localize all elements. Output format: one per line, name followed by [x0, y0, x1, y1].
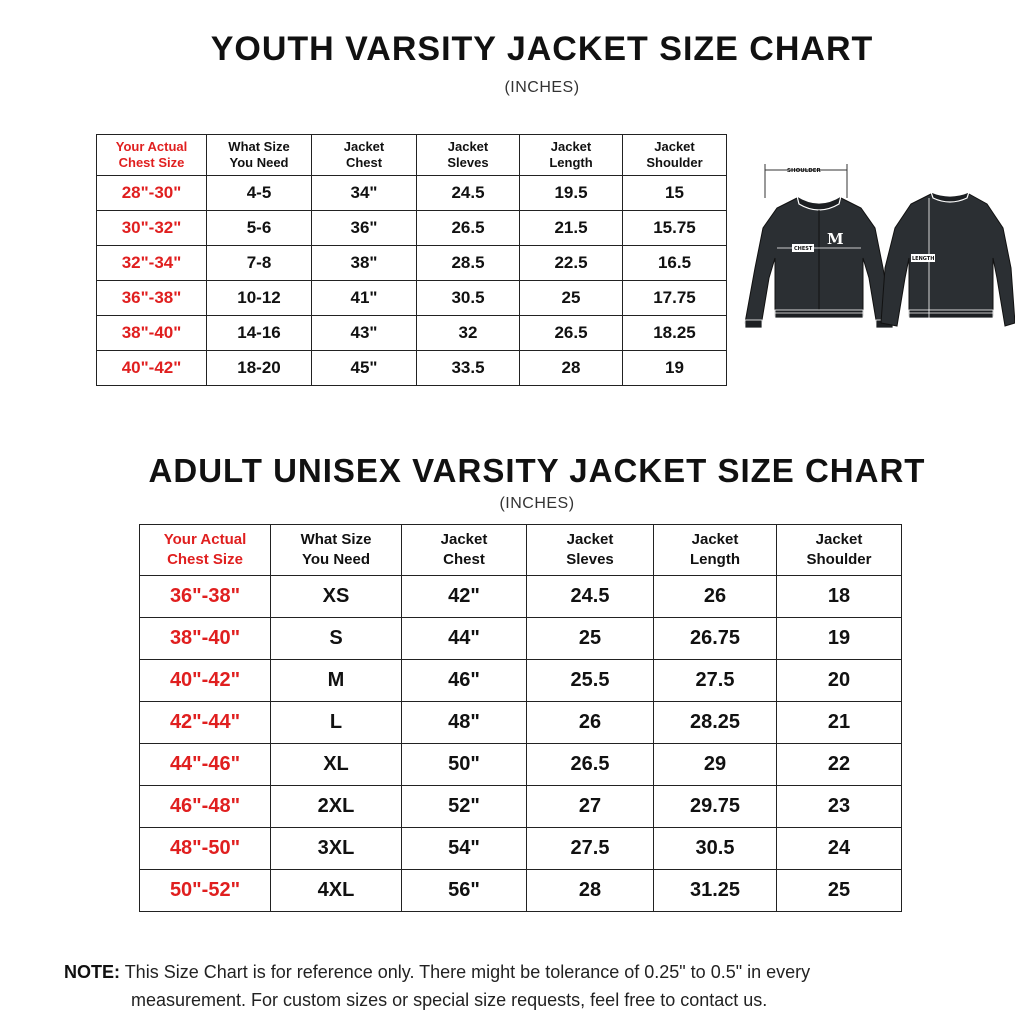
jacket-sleeves-cell: 28 — [527, 870, 654, 912]
jacket-sleeves-cell: 32 — [417, 316, 520, 351]
header-line: Sleves — [447, 155, 489, 170]
table-row — [97, 351, 727, 386]
youth-size-table — [96, 134, 727, 386]
header-line: Length — [549, 155, 593, 170]
jacket-length-cell: 27.5 — [654, 660, 777, 702]
table-row — [140, 828, 902, 870]
jacket-chest-cell: 36" — [312, 211, 417, 246]
adult-units-label: (INCHES) — [499, 495, 575, 512]
note-line-2: measurement. For custom sizes or special size requests, feel free to contact us. — [131, 990, 768, 1010]
jacket-letter-patch: M — [827, 230, 844, 248]
header-line: Jacket — [815, 531, 863, 548]
size-cell: S — [271, 618, 402, 660]
jacket-shoulder-cell: 23 — [777, 786, 902, 828]
header-line: Jacket — [343, 139, 385, 154]
header-jacket-chest — [402, 525, 527, 576]
adult-size-table — [139, 524, 902, 912]
jacket-length-cell: 26.75 — [654, 618, 777, 660]
size-cell: 18-20 — [207, 351, 312, 386]
jacket-sleeves-cell: 26.5 — [527, 744, 654, 786]
table-row — [140, 870, 902, 912]
jacket-sleeves-cell: 25 — [527, 618, 654, 660]
chest-size-cell: 40"-42" — [97, 351, 207, 386]
header-chest-size — [97, 135, 207, 176]
chest-label: CHEST — [794, 246, 813, 252]
header-line: Shoulder — [806, 551, 872, 568]
jacket-shoulder-cell: 21 — [777, 702, 902, 744]
header-line: Chest — [443, 551, 485, 568]
jacket-length-cell: 30.5 — [654, 828, 777, 870]
header-line: Jacket — [440, 531, 488, 548]
jacket-chest-cell: 48" — [402, 702, 527, 744]
header-line: Jacket — [550, 139, 592, 154]
size-chart-note — [64, 958, 964, 1014]
size-cell: 14-16 — [207, 316, 312, 351]
jacket-sleeves-cell: 27.5 — [527, 828, 654, 870]
header-jacket-shoulder — [777, 525, 902, 576]
jacket-chest-cell: 42" — [402, 576, 527, 618]
size-cell: 5-6 — [207, 211, 312, 246]
jacket-shoulder-cell: 15.75 — [623, 211, 727, 246]
chest-size-cell: 36"-38" — [140, 576, 271, 618]
table-row — [97, 281, 727, 316]
header-line: Chest Size — [167, 551, 243, 568]
size-cell: XL — [271, 744, 402, 786]
jacket-length-cell: 21.5 — [520, 211, 623, 246]
header-line: Sleves — [566, 551, 614, 568]
table-row — [140, 618, 902, 660]
table-row — [97, 246, 727, 281]
size-cell: 7-8 — [207, 246, 312, 281]
jacket-chest-cell: 46" — [402, 660, 527, 702]
jacket-sleeves-cell: 27 — [527, 786, 654, 828]
chest-size-cell: 28"-30" — [97, 176, 207, 211]
jacket-chest-cell: 52" — [402, 786, 527, 828]
jacket-shoulder-cell: 19 — [623, 351, 727, 386]
jacket-length-cell: 19.5 — [520, 176, 623, 211]
jacket-length-cell: 28.25 — [654, 702, 777, 744]
header-jacket-sleeves — [417, 135, 520, 176]
jacket-shoulder-cell: 16.5 — [623, 246, 727, 281]
jacket-measurement-diagram — [735, 158, 1015, 348]
chest-size-cell: 44"-46" — [140, 744, 271, 786]
jacket-shoulder-cell: 15 — [623, 176, 727, 211]
header-line: Your Actual — [115, 139, 188, 154]
youth-units-label: (INCHES) — [504, 79, 580, 96]
header-size-needed — [271, 525, 402, 576]
table-row — [97, 316, 727, 351]
adult-header-row — [140, 525, 902, 576]
chest-size-cell: 42"-44" — [140, 702, 271, 744]
chest-size-cell: 38"-40" — [97, 316, 207, 351]
header-chest-size — [140, 525, 271, 576]
size-cell: 10-12 — [207, 281, 312, 316]
note-label: NOTE: — [64, 962, 120, 982]
header-jacket-length — [654, 525, 777, 576]
jacket-chest-cell: 34" — [312, 176, 417, 211]
jacket-length-cell: 29 — [654, 744, 777, 786]
jacket-shoulder-cell: 25 — [777, 870, 902, 912]
chest-size-cell: 48"-50" — [140, 828, 271, 870]
jacket-sleeves-cell: 24.5 — [417, 176, 520, 211]
header-line: Jacket — [654, 139, 695, 154]
jacket-chest-cell: 41" — [312, 281, 417, 316]
jacket-chest-cell: 45" — [312, 351, 417, 386]
jacket-chest-cell: 56" — [402, 870, 527, 912]
header-line: Chest Size — [118, 155, 185, 170]
header-line: Chest — [345, 155, 383, 170]
jacket-shoulder-cell: 18.25 — [623, 316, 727, 351]
header-line: What Size — [228, 139, 290, 154]
chest-size-cell: 50"-52" — [140, 870, 271, 912]
jacket-sleeves-cell: 26.5 — [417, 211, 520, 246]
jacket-sleeves-cell: 26 — [527, 702, 654, 744]
size-cell: 3XL — [271, 828, 402, 870]
size-cell: M — [271, 660, 402, 702]
jacket-sleeves-cell: 28.5 — [417, 246, 520, 281]
header-jacket-chest — [312, 135, 417, 176]
jacket-length-cell: 22.5 — [520, 246, 623, 281]
jacket-shoulder-cell: 20 — [777, 660, 902, 702]
table-row — [140, 744, 902, 786]
chest-size-cell: 32"-34" — [97, 246, 207, 281]
jacket-length-cell: 28 — [520, 351, 623, 386]
jacket-shoulder-cell: 22 — [777, 744, 902, 786]
header-jacket-length — [520, 135, 623, 176]
table-row — [140, 660, 902, 702]
table-row — [140, 702, 902, 744]
jacket-sleeves-cell: 25.5 — [527, 660, 654, 702]
header-line: What Size — [300, 531, 372, 548]
jacket-length-cell: 25 — [520, 281, 623, 316]
size-cell: XS — [271, 576, 402, 618]
header-line: Jacket — [447, 139, 489, 154]
header-line: Jacket — [566, 531, 614, 548]
chest-size-cell: 46"-48" — [140, 786, 271, 828]
header-line: Jacket — [691, 531, 739, 548]
table-row — [140, 576, 902, 618]
length-label: LENGTH — [912, 256, 935, 262]
jacket-sleeves-cell: 30.5 — [417, 281, 520, 316]
header-line: You Need — [229, 155, 289, 170]
header-line: Your Actual — [163, 531, 247, 548]
chest-size-cell: 40"-42" — [140, 660, 271, 702]
jacket-chest-cell: 38" — [312, 246, 417, 281]
jacket-shoulder-cell: 18 — [777, 576, 902, 618]
jacket-chest-cell: 50" — [402, 744, 527, 786]
chest-size-cell: 36"-38" — [97, 281, 207, 316]
jacket-chest-cell: 43" — [312, 316, 417, 351]
shoulder-label: SHOULDER — [787, 168, 821, 174]
front-jacket-illustration — [745, 164, 893, 328]
header-jacket-sleeves — [527, 525, 654, 576]
jacket-length-cell: 26 — [654, 576, 777, 618]
youth-chart-title: YOUTH VARSITY JACKET SIZE CHART — [210, 30, 874, 68]
jacket-shoulder-cell: 24 — [777, 828, 902, 870]
header-jacket-shoulder — [623, 135, 727, 176]
note-line-1: This Size Chart is for reference only. There might be tolerance of 0.25" to 0.5" in every — [124, 962, 811, 982]
size-cell: 2XL — [271, 786, 402, 828]
jacket-shoulder-cell: 17.75 — [623, 281, 727, 316]
jacket-chest-cell: 44" — [402, 618, 527, 660]
chest-size-cell: 38"-40" — [140, 618, 271, 660]
adult-chart-title: ADULT UNISEX VARSITY JACKET SIZE CHART — [148, 452, 926, 489]
jacket-length-cell: 31.25 — [654, 870, 777, 912]
table-row — [97, 176, 727, 211]
size-cell: 4-5 — [207, 176, 312, 211]
chest-size-cell: 30"-32" — [97, 211, 207, 246]
youth-header-row — [97, 135, 727, 176]
jacket-chest-cell: 54" — [402, 828, 527, 870]
table-row — [140, 786, 902, 828]
header-line: You Need — [301, 551, 371, 568]
back-jacket-illustration — [881, 192, 1015, 326]
jacket-shoulder-cell: 19 — [777, 618, 902, 660]
jacket-sleeves-cell: 24.5 — [527, 576, 654, 618]
size-cell: L — [271, 702, 402, 744]
header-size-needed — [207, 135, 312, 176]
jacket-length-cell: 29.75 — [654, 786, 777, 828]
header-line: Length — [690, 551, 740, 568]
jacket-sleeves-cell: 33.5 — [417, 351, 520, 386]
table-row — [97, 211, 727, 246]
size-cell: 4XL — [271, 870, 402, 912]
header-line: Shoulder — [646, 155, 703, 170]
jacket-length-cell: 26.5 — [520, 316, 623, 351]
